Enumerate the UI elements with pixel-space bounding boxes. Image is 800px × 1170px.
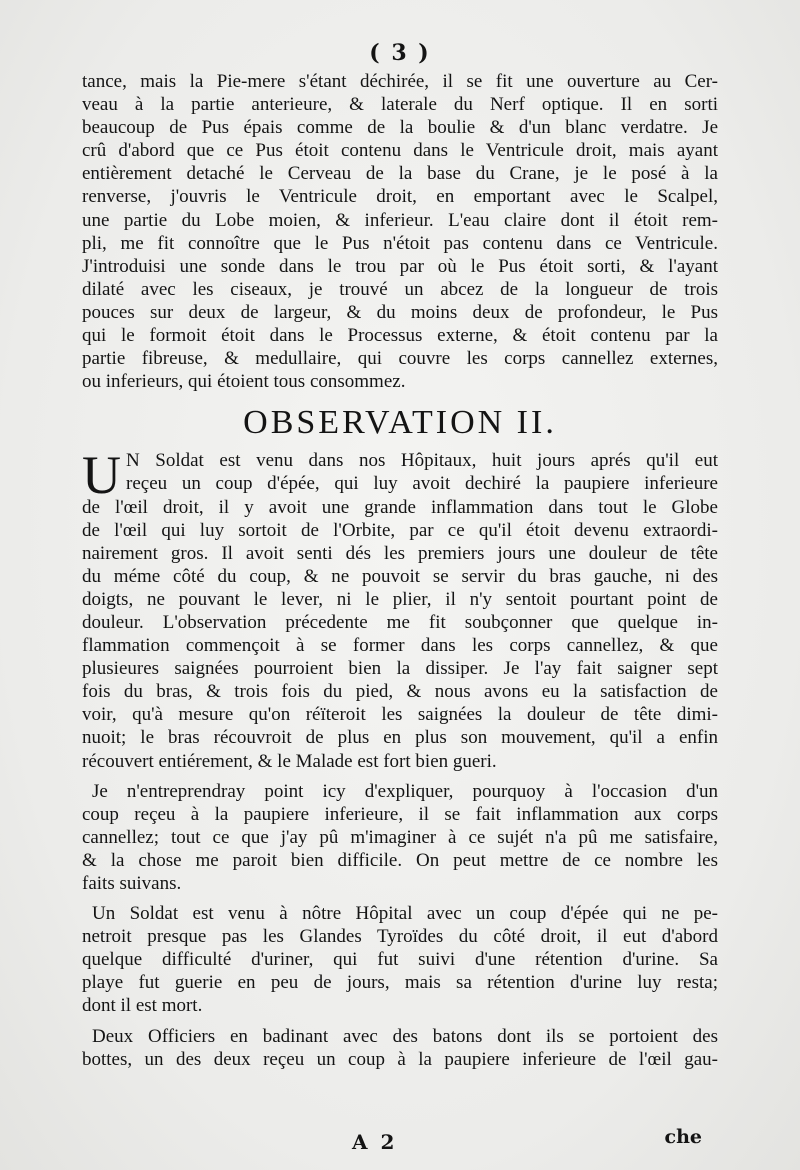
text-line: reçeu un coup d'épée, qui luy avoit dechiré la paupiere inferieure: [126, 473, 718, 495]
paragraph-4: [82, 902, 718, 1017]
paragraph-1: [82, 70, 718, 393]
text-line: cannellez; tout ce que j'ay pû m'imaginer à ce sujét n'a pû me satisfaire,: [82, 826, 718, 848]
text-line: du méme côté du coup, & ne pouvoit se servir du bras gauche, ni des: [82, 565, 718, 587]
text-line: veau à la partie anterieure, & laterale du Nerf optique. Il en sorti: [82, 94, 718, 116]
text-line: ou inferieurs, qui étoient tous consommez.: [82, 371, 406, 393]
text-line: partie fibreuse, & medullaire, qui couvre les corps cannellez externes,: [82, 348, 718, 370]
observation-paragraph: [82, 445, 718, 772]
text-line: crû d'abord que ce Pus étoit contenu dans le Ventricule droit, mais ayant: [82, 140, 718, 162]
text-line: dont il est mort.: [82, 995, 203, 1017]
text-line: nuoit; le bras récouvroit de plus en plus son mouvement, qu'il a enfin: [82, 727, 718, 749]
page-number: ( 3 ): [369, 40, 431, 66]
paragraph-3: [82, 780, 718, 895]
text-line: quelque difficulté d'uriner, qui fut suivi d'une rétention d'urine. Sa: [82, 949, 718, 971]
text-line: doigts, ne pouvant le lever, ni le plier, il n'y sentoit pourtant point de: [82, 588, 718, 610]
text-line: qui le formoit étoit dans le Processus externe, & étoit contenu par la: [82, 325, 718, 347]
text-line: netroit presque pas les Glandes Tyroïdes du côté droit, il eut d'abord: [82, 926, 718, 948]
signature-mark: A 2: [352, 1130, 398, 1154]
text-line: une partie du Lobe moien, & inferieur. L'eau claire dont il étoit rem-: [82, 209, 718, 231]
text-line: nairement gros. Il avoit senti dés les premiers jours une douleur de tête: [82, 542, 718, 564]
text-line: voir, qu'à mesure qu'on réïteroit les saignées la douleur de tête dimi-: [82, 704, 718, 726]
text-line: de l'œil droit, il y avoit une grande inflammation dans tout le Globe: [82, 496, 718, 518]
text-line: récouvert entiérement, & le Malade est fort bien gueri.: [82, 750, 497, 772]
text-line: beaucoup de Pus épais comme de la boulie & d'un blanc verdatre. Je: [82, 117, 718, 139]
paragraph-5: [82, 1025, 718, 1071]
text-line: Je n'entreprendray point icy d'expliquer, pourquoy à l'occasion d'un: [92, 780, 718, 802]
text-line: coup reçeu à la paupiere inferieure, il se fait inflammation aux corps: [82, 803, 718, 825]
text-line: de l'œil qui luy sortoit de l'Orbite, par ce qu'il étoit devenu extraordi-: [82, 519, 718, 541]
text-line: pli, me fit connoître que le Pus n'étoit pas contenu dans ce Ventricule.: [82, 232, 718, 254]
text-line: dilaté avec les ciseaux, je trouvé un abcez de la longueur de trois: [82, 278, 718, 300]
text-line: Un Soldat est venu à nôtre Hôpital avec un coup d'épée qui ne pe-: [92, 903, 718, 925]
text-line: plusieures saignées pourroient bien la dissiper. Je l'ay fait saigner sept: [82, 658, 718, 680]
text-line: flammation commençoit à se former dans les corps cannellez, & que: [82, 635, 718, 657]
text-line: playe fut guerie en peu de jours, mais sa rétention d'urine luy resta;: [82, 972, 718, 994]
text-line: fois du bras, & trois fois du pied, & nous avons eu la satisfaction de: [82, 681, 718, 703]
text-line: J'introduisi une sonde dans le trou par où le Pus étoit sorti, & l'ayant: [82, 255, 718, 277]
text-line: tance, mais la Pie-mere s'étant déchirée, il se fit une ouverture au Cer-: [82, 71, 718, 92]
text-line: bottes, un des deux reçeu un coup à la paupiere inferieure de l'œil gau-: [82, 1048, 718, 1070]
text-line: & la chose me paroit bien difficile. On peut mettre de ce nombre les: [82, 849, 718, 871]
text-line: N Soldat est venu dans nos Hôpitaux, huit jours aprés qu'il eut: [126, 450, 718, 472]
text-line: faits suivans.: [82, 873, 182, 894]
text-line: pouces sur deux de largeur, & du moins deux de profondeur, le Pus: [82, 301, 718, 323]
text-line: renverse, j'ouvris le Ventricule droit, en emportant avec le Scalpel,: [82, 186, 718, 208]
observation-heading: OBSERVATION II.: [243, 404, 557, 442]
catchword: che: [664, 1126, 702, 1148]
text-line: douleur. L'observation précedente me fit soubçonner que quelque in-: [82, 611, 718, 633]
drop-cap: U: [82, 445, 121, 506]
body-text: [82, 70, 718, 1071]
text-line: Deux Officiers en badinant avec des batons dont ils se portoient des: [92, 1025, 718, 1047]
text-line: entièrement detaché le Cerveau de la base du Crane, je le posé à la: [82, 163, 718, 185]
